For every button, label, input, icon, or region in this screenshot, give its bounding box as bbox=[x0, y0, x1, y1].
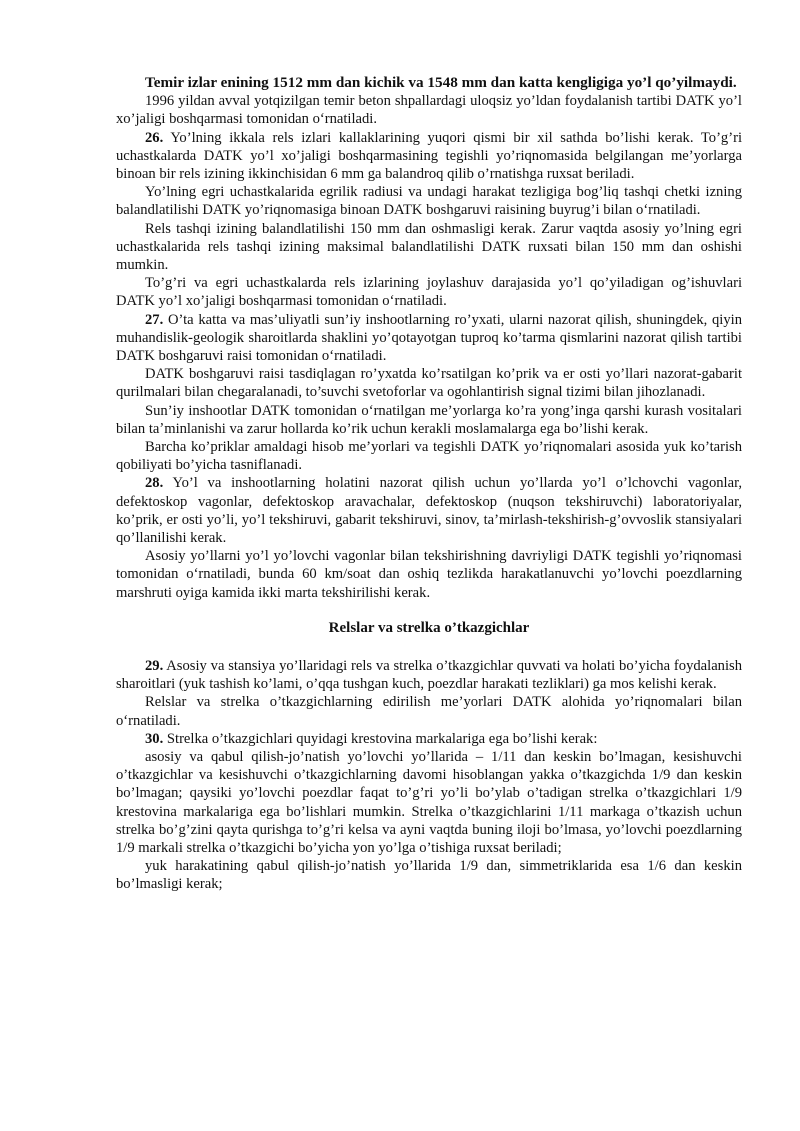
section-27-paragraph-3: Sun’iy inshootlar DATK tomonidan oʻrnatilgan me’yorlarga ko’ra yong’inga qarshi kurash vositalari bilan taʼminlanishi va zarur hollarda ko’rik uchun kerakli moslamalarga ega bo’lishi kerak. bbox=[116, 402, 742, 437]
section-27-number: 27. bbox=[145, 311, 164, 328]
section-26-paragraph-4: To’g’ri va egri uchastkalarda rels izlarining joylashuv darajasida yo’l qo’yiladigan og’ishuvlari DATK yo’l xo’jaligi boshqarmasi tomonidan oʻrnatiladi. bbox=[116, 275, 742, 310]
section-30-paragraph-2: asosiy va qabul qilish-jo’natish yo’lovchi yo’llarida – 1/11 dan keskin bo’lmagan, kesishuvchi o’tkazgichlar va kesishuvchi o’tkazgichlarning davomi hisoblangan yakka o’tkazgichda 1/9 dan keskin bo’lmagan; qaysiki yo’lovchi poezdlar faqat to’g’ri yo’li bo’ylab o’tadigan strelka o’tkazgichlari 1/9 krestovina markalariga ega bo’lishlari mumkin. Strelka o’tkazgichlarini 1/11 markaga o’tkazish uchun strelka bo’g’zini qayta qurishga to’g’ri kelsa va ayni vaqtda buning iloji bo’lmasa, yo’lovchi poezdlarning 1/9 markali strelka o’tkazgichi bo’yicha yon yo’lga o’tishiga ruxsat beriladi; bbox=[116, 748, 742, 856]
section-29-number: 29. bbox=[145, 657, 164, 674]
section-30-paragraph bbox=[116, 730, 742, 748]
section-28-paragraph-2: Asosiy yo’llarni yo’l yo’lovchi vagonlar bilan tekshirishning davriyligi DATK tegishli yo’riqnomasi tomonidan oʻrnatiladi, bunda 60 km/soat dan oshiq tezlikda harakatlanuvchi yo’lovchi poezdlarning marshruti oyiga kamida ikki marta tekshirilishi kerak. bbox=[116, 548, 742, 601]
section-26-paragraph bbox=[116, 129, 742, 184]
section-29-text: Asosiy va stansiya yo’llaridagi rels va strelka o’tkazgichlar quvvati va holati bo’yicha foydalanish sharoitlari (yuk tashish ko’lami, o’qqa tushgan kuch, poezdlar harakati tezliklari) ga mos kelishi kerak. bbox=[116, 657, 742, 693]
section-27-text: O’ta katta va mas’uliyatli sun’iy inshootlarning ro’yxati, ularni nazorat qilish, shuningdek, qiyin muhandislik-geologik sharoitlarda shaklini yo’qotayotgan tuproq ko’tarma qismlarini nazorat qilish tartibi DATK boshgaruvi raisi tomonidan oʻrnatiladi. bbox=[116, 311, 742, 365]
section-27-paragraph-4: Barcha ko’priklar amaldagi hisob me’yorlari va tegishli DATK yo’riqnomalari asosida yuk ko’tarish qobiliyati bo’yicha tasniflanadi. bbox=[116, 439, 742, 474]
section-29-paragraph bbox=[116, 657, 742, 693]
section-28-number: 28. bbox=[145, 475, 164, 492]
section-30-number: 30. bbox=[145, 730, 164, 747]
section-27-paragraph bbox=[116, 311, 742, 366]
section-29-paragraph-2: Relslar va strelka o’tkazgichlarning edirilish me’yorlari DATK alohida yo’riqnomalari bilan oʻrnatiladi. bbox=[116, 694, 742, 729]
intro-bold-paragraph: Temir izlar enining 1512 mm dan kichik va 1548 mm dan katta kengligiga yo’l qo’yilmaydi. bbox=[145, 74, 737, 91]
section-30-paragraph-3: yuk harakatining qabul qilish-jo’natish yo’llarida 1/9 dan, simmetriklarida esa 1/6 dan keskin bo’lmasligi kerak; bbox=[116, 858, 742, 893]
section-heading: Relslar va strelka o’tkazgichlar bbox=[328, 619, 530, 636]
section-27-paragraph-2: DATK boshgaruvi raisi tasdiqlagan ro’yxatda ko’rsatilgan ko’prik va er osti yo’llari nazorat-gabarit qurilmalari bilan chegaralanadi, to’suvchi svetoforlar va ogohlantirish signal tizimi bilan jihozlanadi. bbox=[116, 366, 742, 401]
intro-paragraph: 1996 yildan avval yotqizilgan temir beton shpallardagi uloqsiz yo’ldan foydalanish tartibi DATK yo’l xo’jaligi boshqarmasi tomonidan oʻrnatiladi. bbox=[116, 93, 742, 128]
section-28-paragraph bbox=[116, 474, 742, 547]
section-26-text: Yo’lning ikkala rels izlari kallaklarining yuqori qismi bir xil sathda bo’lishi kerak. To’g’ri uchastkalarda DATK yo’l xo’jaligi boshqarmasining tegishli yo’riqnomasida belgilangan me’yorlarga binoan bir rels izining ikkinchisidan 6 mm ga balandroq qilib o’rnatishga ruxsat beriladi. bbox=[116, 129, 742, 183]
section-30-text: Strelka o’tkazgichlari quyidagi krestovina markalariga ega bo’lishi kerak: bbox=[163, 730, 598, 747]
section-26-number: 26. bbox=[145, 129, 164, 146]
section-28-text: Yo’l va inshootlarning holatini nazorat qilish uchun yo’llarda yo’l o’lchovchi vagonlar, defektoskop vagonlar, defektoskop aravachalar, defektoskop (nuqson tekshiruvchi) laboratoriyalar, ko’prik, er osti yo’li, yo’l tekshiruvi, gabarit tekshiruvi, sinov, ta’mirlash-tekshirish-g’ovvoslik stansiyalari qo’llanilishi kerak. bbox=[116, 475, 742, 547]
section-26-paragraph-2: Yo’lning egri uchastkalarida egrilik radiusi va undagi harakat tezligiga bog’liq tashqi chetki izning balandlatilishi DATK yo’riqnomasiga binoan DATK boshgaruvi raisining buyrug’i bilan oʻrnatiladi. bbox=[116, 184, 742, 219]
section-26-paragraph-3: Rels tashqi izining balandlatilishi 150 mm dan oshmasligi kerak. Zarur vaqtda asosiy yo’lning egri uchastkalarida rels tashqi izining maksimal balandlatilishi DATK ruxsati bilan 150 mm dan oshishi mumkin. bbox=[116, 220, 742, 274]
